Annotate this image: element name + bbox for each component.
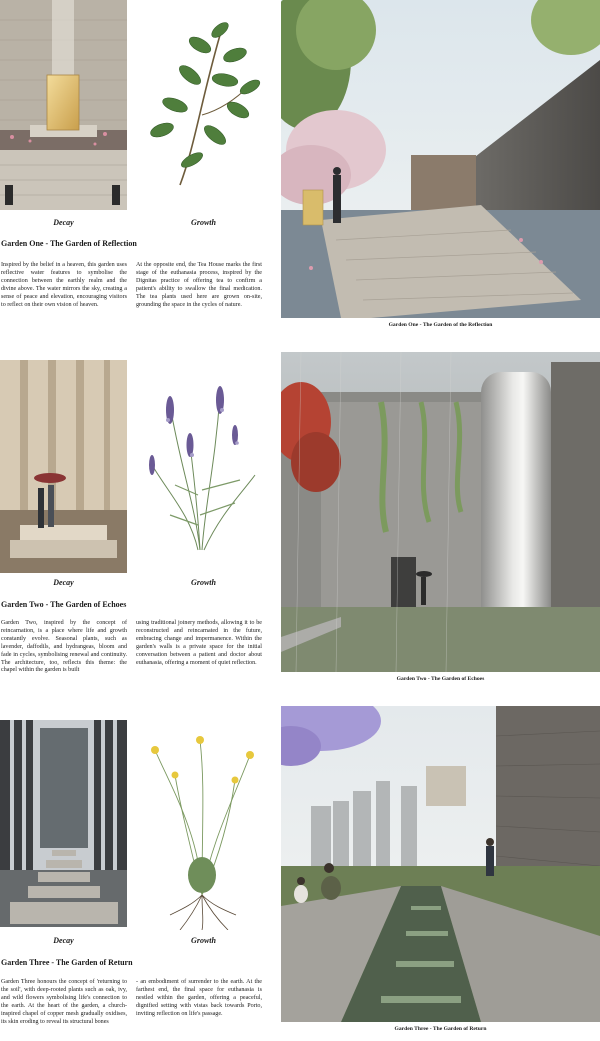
- garden-three-growth-image: [140, 735, 267, 930]
- garden-two-text-right: using traditional joinery methods, allowing it to be reconstructed and reincarnated in the future, embracing change and impermanence. Within the garden's walls is a private space for the initial conversation between a patient and doctor about euthanasia, offering a moment of quiet reflection.: [136, 620, 262, 666]
- garden-three-title: Garden Three - The Garden of Return: [1, 958, 133, 967]
- garden-three-decay-caption: Decay: [53, 936, 74, 945]
- garden-three-render-caption: Garden Three - The Garden of Return: [394, 1026, 487, 1032]
- garden-two-decay-image: [0, 360, 127, 573]
- garden-three-decay-image: [0, 720, 127, 927]
- garden-one-growth-image: [140, 15, 267, 190]
- garden-one-text-right: At the opposite end, the Tea House marks the first stage of the euthanasia process, inspired by the Dignitas practice of offering tea to confirm a patient's ability to swallow the final medication. The tea plants used here are grown on-site, grounding the space in the cycles of nature.: [136, 262, 262, 308]
- garden-three-growth-caption: Growth: [191, 936, 216, 945]
- garden-one-decay-caption: Decay: [53, 218, 74, 227]
- garden-one-decay-image: [0, 0, 127, 210]
- garden-two-render-image: [281, 352, 600, 672]
- garden-one-render-caption: Garden One - The Garden of the Reflection: [388, 322, 493, 328]
- garden-one-render-image: [281, 0, 600, 318]
- garden-three-section: [0, 700, 600, 1041]
- garden-two-section: [0, 350, 600, 695]
- garden-one-growth-caption: Growth: [191, 218, 216, 227]
- garden-one-section: [0, 0, 600, 340]
- garden-three-render-image: [281, 706, 600, 1022]
- garden-three-text-right: - an embodiment of surrender to the earth. At the farthest end, the final space for euthanasia is nestled within the garden, offering a peaceful, dignified setting with vistas back towards Porto, inviting reflection on life's passage.: [136, 979, 262, 1017]
- garden-one-title: Garden One - The Garden of Reflection: [1, 239, 137, 248]
- garden-two-text-left: Garden Two, inspired by the concept of reincarnation, is a place where life and growth constantly evolve. Seasonal plants, such as lavender, daffodils, and hydrangeas, bloom and fade in cycles, symbolising renewal and continuity. The architecture, too, reflects this theme: the chapel within the garden is built: [1, 620, 127, 674]
- garden-two-growth-image: [140, 385, 267, 555]
- garden-two-decay-caption: Decay: [53, 578, 74, 587]
- garden-one-text-left: Inspired by the belief in a heaven, this garden uses reflective water features to symbolise the connection between the earthly realm and the divine above. The water mirrors the sky, creating a sense of peace and elevation, encouraging visitors to reflect on their own vision of heaven.: [1, 262, 127, 308]
- garden-two-growth-caption: Growth: [191, 578, 216, 587]
- garden-three-text-left: Garden Three honours the concept of 'returning to the soil', with deep-rooted plants such as oak, ivy, and wild flowers symbolising life's connection to the earth. At the heart of the garden, a church-inspired chapel of copper mesh gradually oxidises, its skin eroding to reveal its structural bones: [1, 979, 127, 1025]
- garden-two-title: Garden Two - The Garden of Echoes: [1, 600, 127, 609]
- garden-two-render-caption: Garden Two - The Garden of Echoes: [396, 676, 485, 682]
